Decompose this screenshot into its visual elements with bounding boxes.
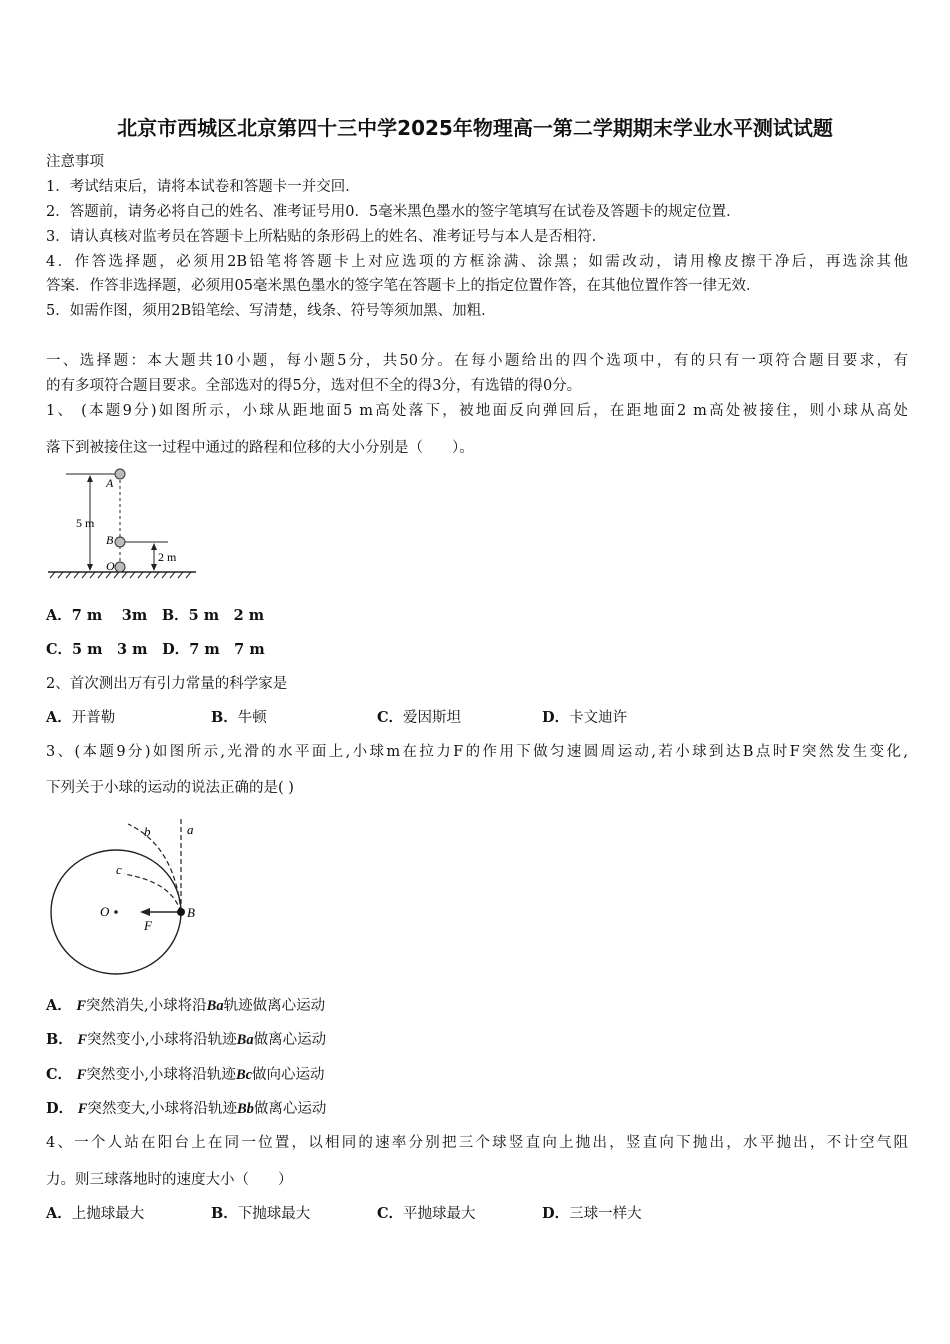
q2-option-a: A．开普勒 xyxy=(46,709,116,726)
q3-stem-line2: 下列关于小球的运动的说法正确的是( ) xyxy=(46,780,294,796)
section-intro-line1: 一、选择题：本大题共10小题，每小题5分，共50分。在每小题给出的四个选项中，有的只有一项符合题目要求，有 xyxy=(46,353,908,369)
q1-options-row2 xyxy=(46,640,265,660)
ball-o xyxy=(115,562,125,572)
q3-option-a: A． F突然消失,小球将沿Ba轨迹做离心运动 xyxy=(46,997,326,1014)
q3-option-b: B． F突然变小,小球将沿轨迹Ba做离心运动 xyxy=(46,1031,327,1048)
q3-stem-line1: 3、(本题9分)如图所示,光滑的水平面上,小球m在拉力F的作用下做匀速圆周运动,若小球到达B点时F突然发生变化, xyxy=(46,744,908,760)
q2-option-c: C．爱因斯坦 xyxy=(377,709,462,726)
q1-option-d: 7 m 7 m xyxy=(189,641,265,658)
label-b-point: B xyxy=(187,905,195,920)
q4-option-d: D．三球一样大 xyxy=(542,1205,642,1222)
path-b xyxy=(128,824,181,912)
label-c: c xyxy=(116,862,122,877)
label-b: B xyxy=(106,533,114,547)
ball-b xyxy=(115,537,125,547)
q4-option-c: C．平抛球最大 xyxy=(377,1205,476,1222)
q1-options-row1 xyxy=(46,606,264,626)
page-title: 北京市西城区北京第四十三中学2025年物理高一第二学期期末学业水平测试试题 xyxy=(117,116,833,140)
q1-option-a: 7 m 3m xyxy=(71,607,148,624)
q3-figure xyxy=(44,812,214,980)
q2-stem: 2、首次测出万有引力常量的科学家是 xyxy=(46,676,288,692)
section-intro-line2: 的有多项符合题目要求。全部选对的得5分，选对但不全的得3分，有选错的得0分。 xyxy=(46,378,582,394)
notice-item-2: 2．答题前，请务必将自己的姓名、准考证号用0．5毫米黑色墨水的签字笔填写在试卷及答题卡的规定位置． xyxy=(46,204,741,220)
label-2m: 2 m xyxy=(158,550,177,564)
q2-option-d: D．卡文迪许 xyxy=(542,709,628,726)
notice-heading: 注意事项 xyxy=(46,154,104,170)
label-o: O xyxy=(106,559,115,573)
q4-stem-line1: 4、一个人站在阳台上在同一位置，以相同的速率分别把三个球竖直向上抛出，竖直向下抛出，水平抛出，不计空气阻 xyxy=(46,1135,908,1151)
notice-item-1: 1．考试结束后，请将本试卷和答题卡一并交回． xyxy=(46,179,360,195)
label-5m: 5 m xyxy=(76,516,95,530)
ball-at-b xyxy=(177,908,185,916)
notice-item-4-cont: 答案．作答非选择题，必须用05毫米黑色墨水的签字笔在答题卡上的指定位置作答，在其他位置作答一律无效． xyxy=(46,278,761,294)
label-o: O xyxy=(100,904,110,919)
label-a: A xyxy=(106,476,114,490)
q4-option-b: B．下抛球最大 xyxy=(211,1205,311,1222)
notice-item-3: 3．请认真核对监考员在答题卡上所粘贴的条形码上的姓名、准考证号与本人是否相符． xyxy=(46,229,607,245)
q1-option-b: 5 m 2 m xyxy=(188,607,265,624)
q1-option-b-letter: B． xyxy=(161,607,189,624)
q1-option-c-letter: C． xyxy=(46,641,73,658)
ground-hatch xyxy=(50,572,191,578)
q4-stem-line2: 力。则三球落地时的速度大小（ ） xyxy=(46,1172,293,1188)
q1-option-a-letter: A． xyxy=(46,607,72,624)
notice-item-4: 4．作答选择题，必须用2B铅笔将答题卡上对应选项的方框涂满、涂黑；如需改动，请用橡皮擦干净后，再选涂其他 xyxy=(46,254,908,270)
q1-figure xyxy=(44,462,204,584)
q2-option-b: B．牛顿 xyxy=(211,709,267,726)
q3-option-c: C． F突然变小,小球将沿轨迹Bc做向心运动 xyxy=(46,1066,325,1083)
q1-stem-line1: 1、 (本题9分)如图所示，小球从距地面5 m高处落下，被地面反向弹回后，在距地面2 m高处被接住，则小球从高处 xyxy=(46,403,908,419)
q4-option-a: A．上抛球最大 xyxy=(46,1205,145,1222)
label-a: a xyxy=(187,822,194,837)
ball-a xyxy=(115,469,125,479)
label-b: b xyxy=(144,824,151,839)
q3-option-d: D． F突然变大,小球将沿轨迹Bb做离心运动 xyxy=(46,1100,327,1117)
label-f: F xyxy=(144,918,152,933)
center-dot xyxy=(114,910,118,914)
q1-option-c: 5 m 3 m xyxy=(72,641,148,658)
notice-item-5: 5．如需作图，须用2B铅笔绘、写清楚，线条、符号等须加黑、加粗． xyxy=(46,303,496,319)
q1-option-d-letter: D． xyxy=(162,641,190,658)
q1-stem-line2: 落下到被接住这一过程中通过的路程和位移的大小分别是（ ）。 xyxy=(46,440,474,456)
